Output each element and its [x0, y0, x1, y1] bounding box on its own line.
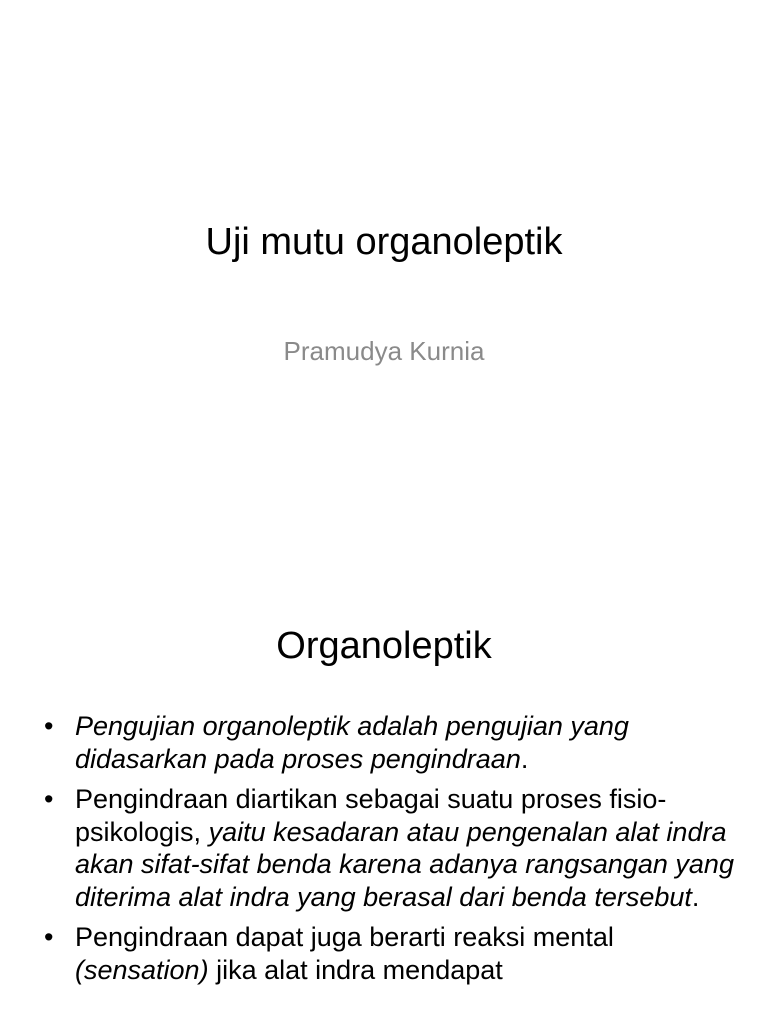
slide-organoleptik	[0, 576, 768, 1024]
bullet-marker: •	[44, 711, 54, 741]
bullet-item	[0, 710, 768, 775]
bullet-item	[0, 921, 768, 986]
presentation-author: Pramudya Kurnia	[283, 336, 485, 366]
slide-heading: Organoleptik	[276, 625, 492, 667]
bullet-marker: •	[44, 922, 54, 952]
bullet-list	[0, 710, 768, 994]
bullet-marker: •	[44, 784, 54, 814]
bullet-item	[0, 783, 768, 913]
bullet-text-segment: (sensation)	[75, 954, 209, 985]
bullet-text-segment: .	[520, 743, 529, 774]
bullet-text-segment: jika alat indra mendapat	[208, 954, 503, 985]
bullet-text-segment: Pengujian organoleptik adalah pengujian yang didasarkan pada proses pengindraan	[75, 711, 629, 774]
bullet-text-segment: yaitu kesadaran atau pengenalan alat indra akan sifat-sifat benda karena adanya rangsangan yang diterima alat indra yang berasal dari benda tersebut	[75, 816, 734, 912]
presentation-title: Uji mutu organoleptik	[205, 221, 563, 263]
bullet-text-segment: Pengindraan diartikan sebagai suatu proses fisio-psikologis,	[75, 784, 667, 847]
bullet-text-segment: .	[691, 881, 700, 912]
bullet-text-segment: Pengindraan dapat juga berarti reaksi mental	[75, 922, 614, 952]
